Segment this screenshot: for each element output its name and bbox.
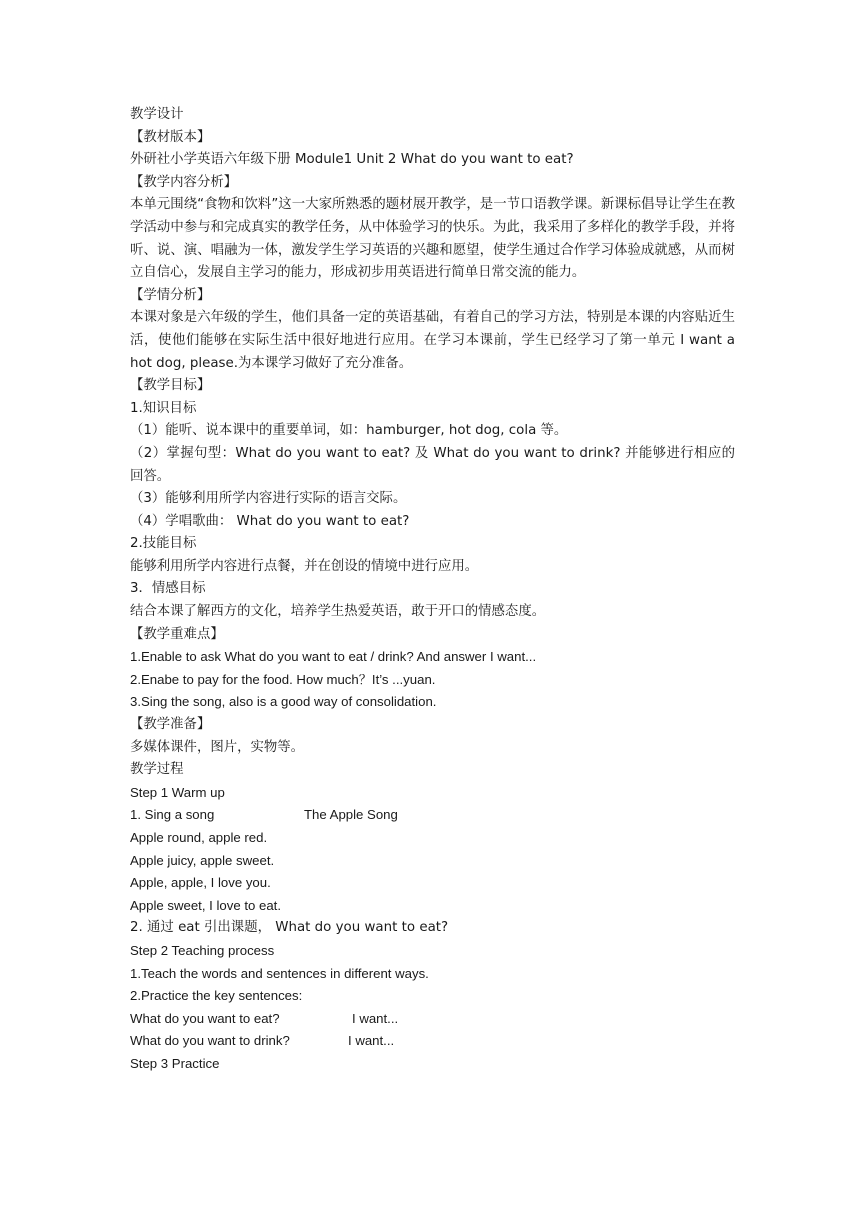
key-point-1: 1.Enable to ask What do you want to eat / drink? And answer I want...	[130, 649, 537, 665]
goal-knowledge-2: （2）掌握句型：What do you want to eat? 及 What do you want to drink? 并能够进行相应的回答。	[130, 445, 735, 484]
heading-preparation: 【教学准备】	[130, 717, 211, 733]
content-analysis-paragraph: 本单元围绕“食物和饮料”这一大家所熟悉的题材展开教学，是一节口语教学课。新课标倡导让学生在教学活动中参与和完成真实的教学任务，从中体验学习的快乐。为此，我采用了多样化的教学手段，并将听、说、演、唱融为一体，激发学生学习英语的兴趣和愿望，使学生通过合作学习体验成就感，从而树立自信心，发展自主学习的能力，形成初步用英语进行简单日常交流的能力。	[130, 197, 735, 281]
step-2-item-2: 2.Practice the key sentences:	[130, 988, 303, 1004]
step-2-item-1: 1.Teach the words and sentences in different ways.	[130, 965, 429, 981]
key-point-2: 2.Enabe to pay for the food. How much？It’s ...yuan.	[130, 671, 436, 687]
heading-teaching-goals: 【教学目标】	[130, 378, 211, 394]
key-point-3: 3.Sing the song, also is a good way of consolidation.	[130, 694, 437, 710]
song-line-4: Apple sweet, I love to eat.	[130, 897, 282, 913]
key-sentence-answer-1: I want...	[352, 1010, 399, 1026]
document-title: 教学设计	[130, 107, 184, 122]
song-line-1: Apple round, apple red.	[130, 830, 268, 845]
lesson-plan-document	[130, 104, 735, 1076]
heading-textbook-version: 【教材版本】	[130, 129, 211, 145]
key-sentence-answer-2: I want...	[348, 1033, 395, 1049]
step-1-sing-a-song: 1. Sing a song	[130, 807, 215, 823]
key-sentence-row-1	[130, 1008, 735, 1031]
heading-process: 教学过程	[130, 762, 184, 778]
goal-knowledge: 1.知识目标	[130, 400, 197, 416]
goal-knowledge-4: （4）学唱歌曲： What do you want to eat?	[130, 513, 410, 529]
song-line-3: Apple, apple, I love you.	[130, 875, 271, 891]
step-1-title: Step 1 Warm up	[130, 784, 225, 800]
goal-skill: 2.技能目标	[130, 536, 197, 552]
heading-key-points: 【教学重难点】	[130, 626, 224, 642]
song-title: The Apple Song	[304, 807, 398, 823]
goal-knowledge-1: （1）能听、说本课中的重要单词，如：hamburger, hot dog, cola 等。	[130, 423, 568, 439]
step-1-song-row	[130, 804, 735, 827]
key-sentence-question-1: What do you want to eat?	[130, 1010, 280, 1026]
goal-emotion: 3．情感目标	[130, 581, 206, 597]
step-3-title: Step 3 Practice	[130, 1055, 220, 1071]
student-analysis-paragraph: 本课对象是六年级的学生，他们具备一定的英语基础，有着自己的学习方法，特别是本课的内容贴近生活，使他们能够在实际生活中很好地进行应用。在学习本课前，学生已经学习了第一单元 I want a hot dog, please.为本课学习做好了充分准备。	[130, 310, 735, 371]
goal-skill-1: 能够利用所学内容进行点餐，并在创设的情境中进行应用。	[130, 558, 479, 574]
preparation-text: 多媒体课件，图片，实物等。	[130, 739, 305, 755]
step-1-introduce-topic: 2. 通过 eat 引出课题， What do you want to eat?	[130, 920, 449, 936]
song-line-2: Apple juicy, apple sweet.	[130, 852, 275, 868]
key-sentence-row-2	[130, 1030, 735, 1053]
step-2-title: Step 2 Teaching process	[130, 942, 275, 958]
heading-student-analysis: 【学情分析】	[130, 287, 211, 303]
goal-emotion-1: 结合本课了解西方的文化，培养学生热爱英语，敢于开口的情感态度。	[130, 604, 546, 620]
goal-knowledge-3: （3）能够利用所学内容进行实际的语言交际。	[130, 491, 407, 507]
key-sentence-question-2: What do you want to drink?	[130, 1033, 290, 1049]
textbook-version: 外研社小学英语六年级下册 Module1 Unit 2 What do you want to eat?	[130, 152, 574, 168]
heading-content-analysis: 【教学内容分析】	[130, 174, 238, 190]
